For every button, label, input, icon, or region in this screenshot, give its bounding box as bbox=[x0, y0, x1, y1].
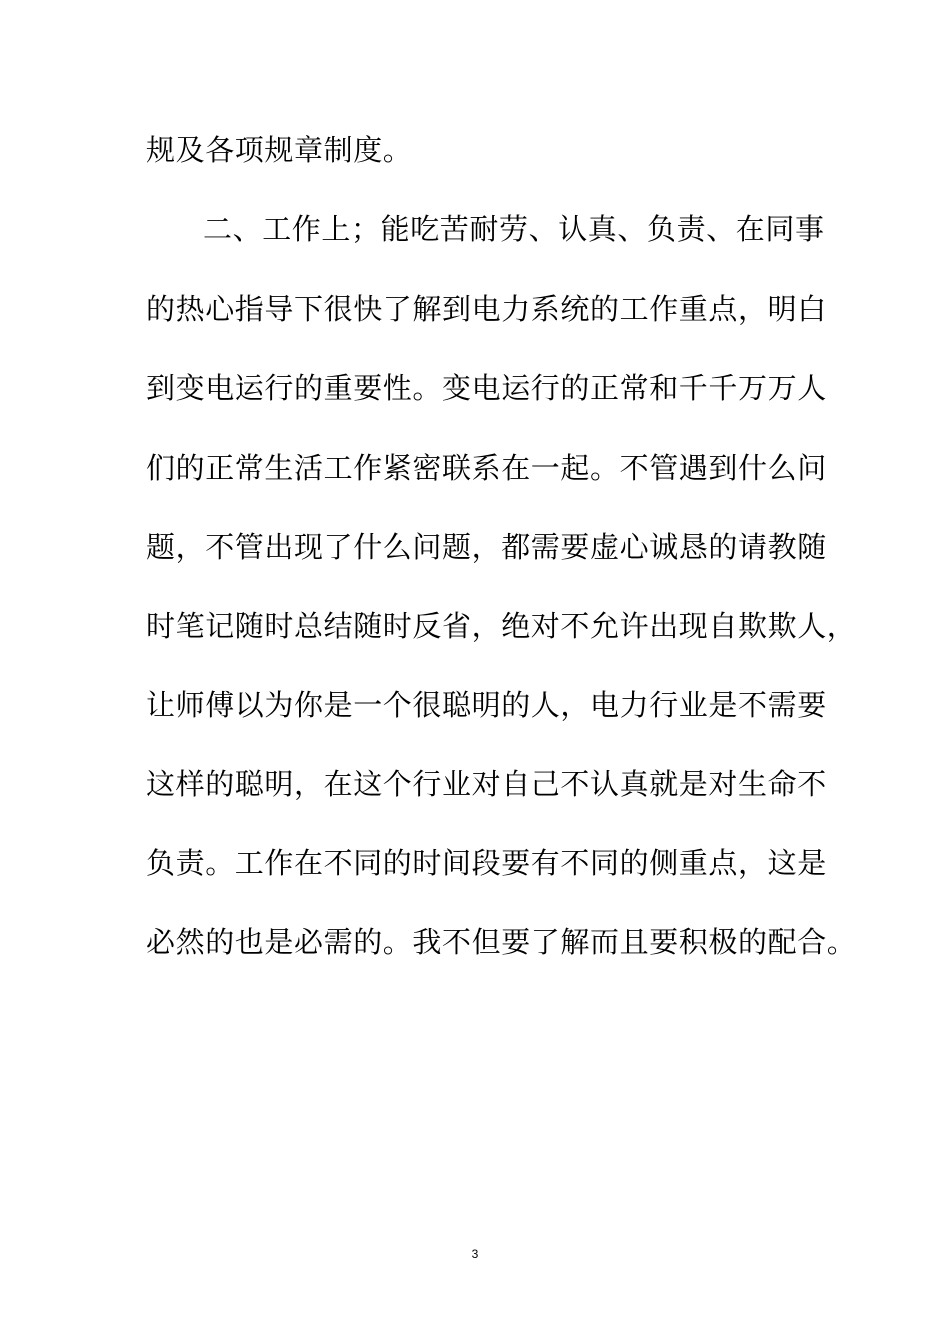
text-line-8: 让师傅以为你是一个很聪明的人，电力行业是不需要 bbox=[146, 688, 827, 722]
text-line-5: 们的正常生活工作紧密联系在一起。不管遇到什么问 bbox=[146, 451, 827, 485]
text-line-9: 这样的聪明，在这个行业对自己不认真就是对生命不 bbox=[146, 767, 827, 801]
text-line-1: 规及各项规章制度。 bbox=[146, 133, 413, 167]
text-line-11: 必然的也是必需的。我不但要了解而且要积极的配合。 bbox=[146, 925, 857, 959]
text-line-10: 负责。工作在不同的时间段要有不同的侧重点，这是 bbox=[146, 846, 827, 880]
text-line-6: 题，不管出现了什么问题，都需要虚心诚恳的请教随 bbox=[146, 530, 827, 564]
text-line-7: 时笔记随时总结随时反省，绝对不允许出现自欺欺人， bbox=[146, 609, 857, 643]
text-line-2: 二、工作上；能吃苦耐劳、认真、负责、在同事 bbox=[203, 212, 825, 246]
text-line-3: 的热心指导下很快了解到电力系统的工作重点，明白 bbox=[146, 292, 827, 326]
page-number: 3 bbox=[471, 1247, 479, 1261]
text-line-4: 到变电运行的重要性。变电运行的正常和千千万万人 bbox=[146, 371, 827, 405]
